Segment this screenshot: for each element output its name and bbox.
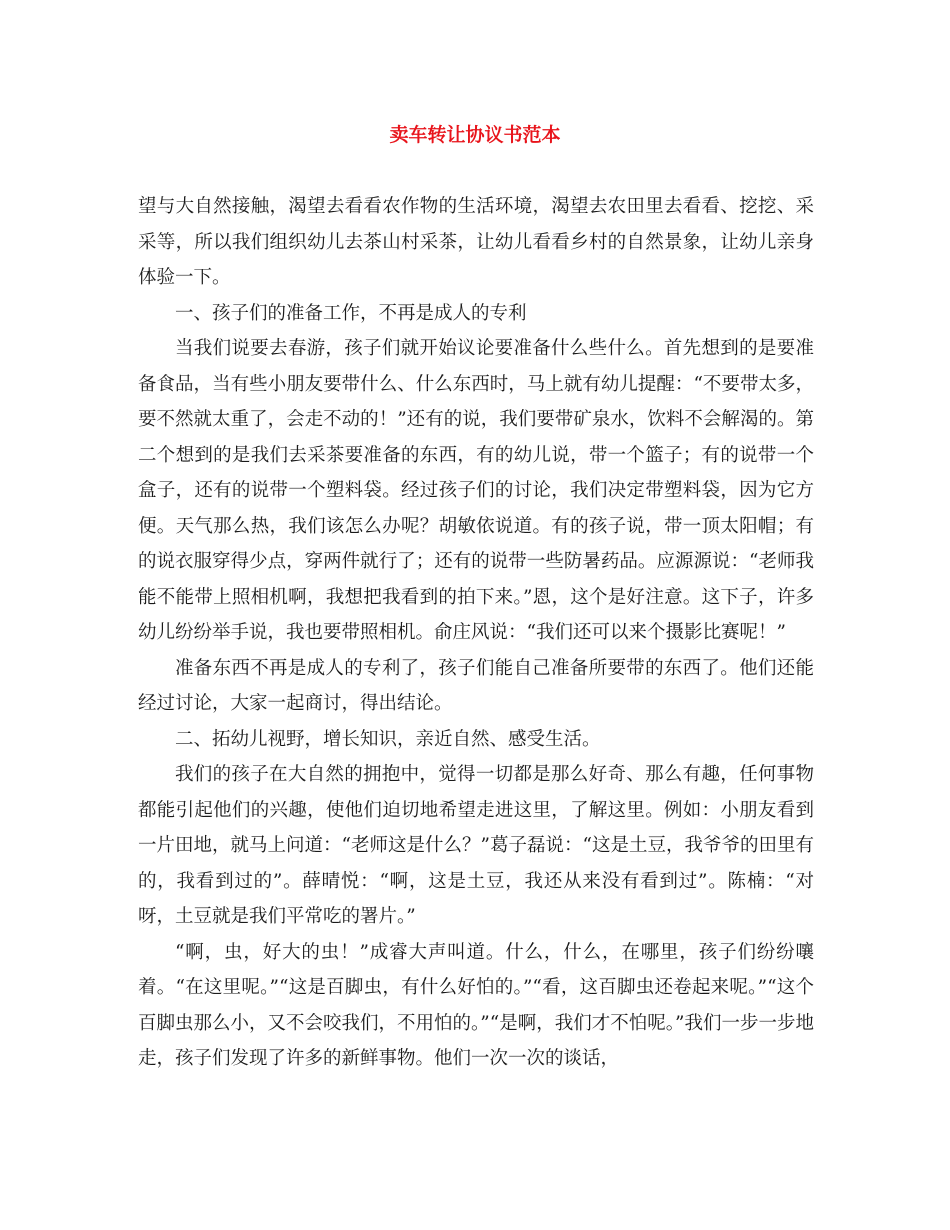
section-heading-preparation: 一、孩子们的准备工作，不再是成人的专利 <box>175 302 527 324</box>
paragraph-horizons: 我们的孩子在大自然的拥抱中，觉得一切都是那么好奇、那么有趣，任何事物都能引起他们的兴趣，使他们迫切地希望走进这里，了解这里。例如：小朋友看到一片田地，就马上问道：“老师这是什么？”葛子磊说：“这是土豆，我爷爷的田里有的，我看到过的”。薛晴悦：“啊，这是土豆，我还从来没有看到过”。陈楠：“对呀，土豆就是我们平常吃的署片。” <box>138 764 814 927</box>
paragraph-preparation-summary: 准备东西不再是成人的专利了，孩子们能自己准备所要带的东西了。他们还能经过讨论，大家一起商讨，得出结论。 <box>138 657 814 714</box>
paragraph-preparation: 当我们说要去春游，孩子们就开始议论要准备什么些什么。首先想到的是要准备食品，当有些小朋友要带什么、什么东西时，马上就有幼儿提醒：“不要带太多，要不然就太重了，会走不动的！”还有的说，我们要带矿泉水，饮料不会解渴的。第二个想到的是我们去采茶要准备的东西，有的幼儿说，带一个篮子；有的说带一个盒子，还有的说带一个塑料袋。经过孩子们的讨论，我们决定带塑料袋，因为它方便。天气那么热，我们该怎么办呢？胡敏依说道。有的孩子说，带一顶太阳帽；有的说衣服穿得少点，穿两件就行了；还有的说带一些防暑药品。应源源说：“老师我能不能带上照相机啊，我想把我看到的拍下来。”恩，这个是好注意。这下子，许多幼儿纷纷举手说，我也要带照相机。俞庄风说：“我们还可以来个摄影比赛呢！” <box>138 338 814 643</box>
document-body <box>138 189 814 1077</box>
paragraph-continuation: 望与大自然接触，渴望去看看农作物的生活环境，渴望去农田里去看看、挖挖、采采等，所以我们组织幼儿去茶山村采茶，让幼儿看看乡村的自然景象，让幼儿亲身体验一下。 <box>138 196 814 288</box>
section-heading-horizons: 二、拓幼儿视野，增长知识，亲近自然、感受生活。 <box>175 728 601 750</box>
paragraph-insect: “啊，虫，好大的虫！”成睿大声叫道。什么，什么，在哪里，孩子们纷纷嚷着。“在这里呢。”“这是百脚虫，有什么好怕的。”“看，这百脚虫还卷起来呢。”“这个百脚虫那么小，又不会咬我们，不用怕的。”“是啊，我们才不怕呢。”我们一步一步地走，孩子们发现了许多的新鲜事物。他们一次一次的谈话， <box>138 941 814 1069</box>
document-title: 卖车转让协议书范本 <box>389 124 561 146</box>
